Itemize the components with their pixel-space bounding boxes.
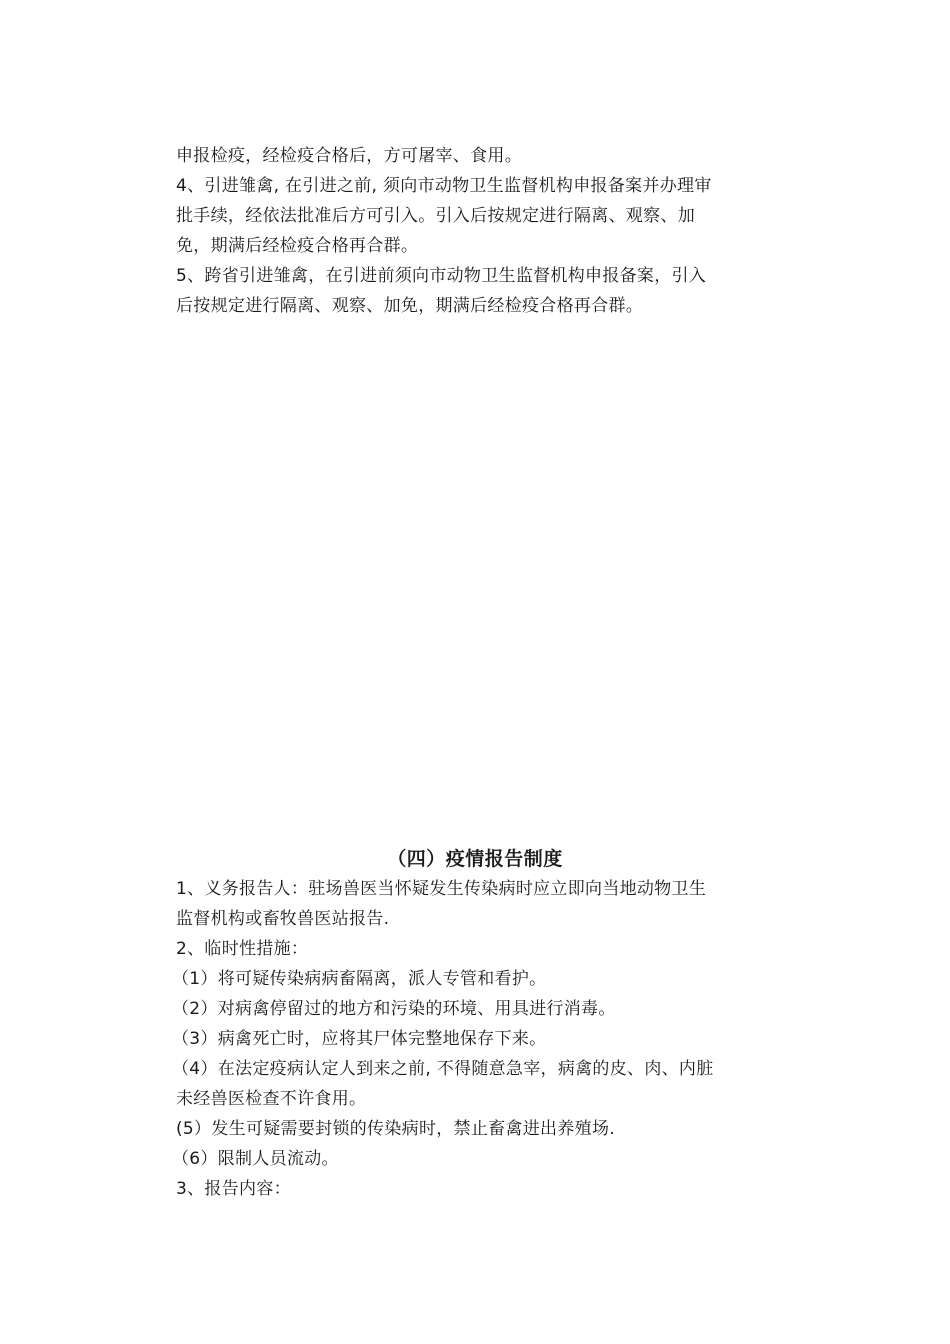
list-item: （6）限制人员流动。 (172, 1149, 339, 1169)
paragraph-line: 4、引进雏禽, 在引进之前, 须向市动物卫生监督机构申报备案并办理审 (176, 176, 712, 196)
paragraph-line: 监督机构或畜牧兽医站报告. (176, 909, 390, 929)
list-item: (5）发生可疑需要封锁的传染病时，禁止畜禽进出养殖场. (176, 1119, 615, 1139)
paragraph-line: 后按规定进行隔离、观察、加免，期满后经检疫合格再合群。 (176, 296, 644, 316)
paragraph-line: 批手续，经依法批准后方可引入。引入后按规定进行隔离、观察、加 (176, 206, 695, 226)
paragraph-line: 2、临时性措施： (176, 939, 309, 959)
paragraph-line: 3、报告内容： (176, 1179, 291, 1199)
paragraph-line: 申报检疫，经检疫合格后，方可屠宰、食用。 (176, 146, 522, 166)
list-item: （1）将可疑传染病病畜隔离，派人专管和看护。 (172, 969, 547, 989)
text-block-section-four (172, 874, 776, 1204)
list-item: （3）病禽死亡时，应将其尸体完整地保存下来。 (172, 1029, 547, 1049)
paragraph-line: 1、义务报告人：驻场兽医当怀疑发生传染病时应立即向当地动物卫生 (176, 879, 707, 899)
section-heading: （四）疫情报告制度 (387, 848, 563, 870)
list-item: （4）在法定疫病认定人到来之前, 不得随意急宰，病禽的皮、肉、内脏 (172, 1059, 714, 1079)
paragraph-line: 未经兽医检查不许食用。 (176, 1089, 367, 1109)
paragraph-line: 5、跨省引进雏禽，在引进前须向市动物卫生监督机构申报备案，引入 (176, 266, 707, 286)
list-item: （2）对病禽停留过的地方和污染的环境、用具进行消毒。 (172, 999, 616, 1019)
paragraph-line: 免，期满后经检疫合格再合群。 (176, 236, 419, 256)
text-block-top (176, 141, 776, 321)
